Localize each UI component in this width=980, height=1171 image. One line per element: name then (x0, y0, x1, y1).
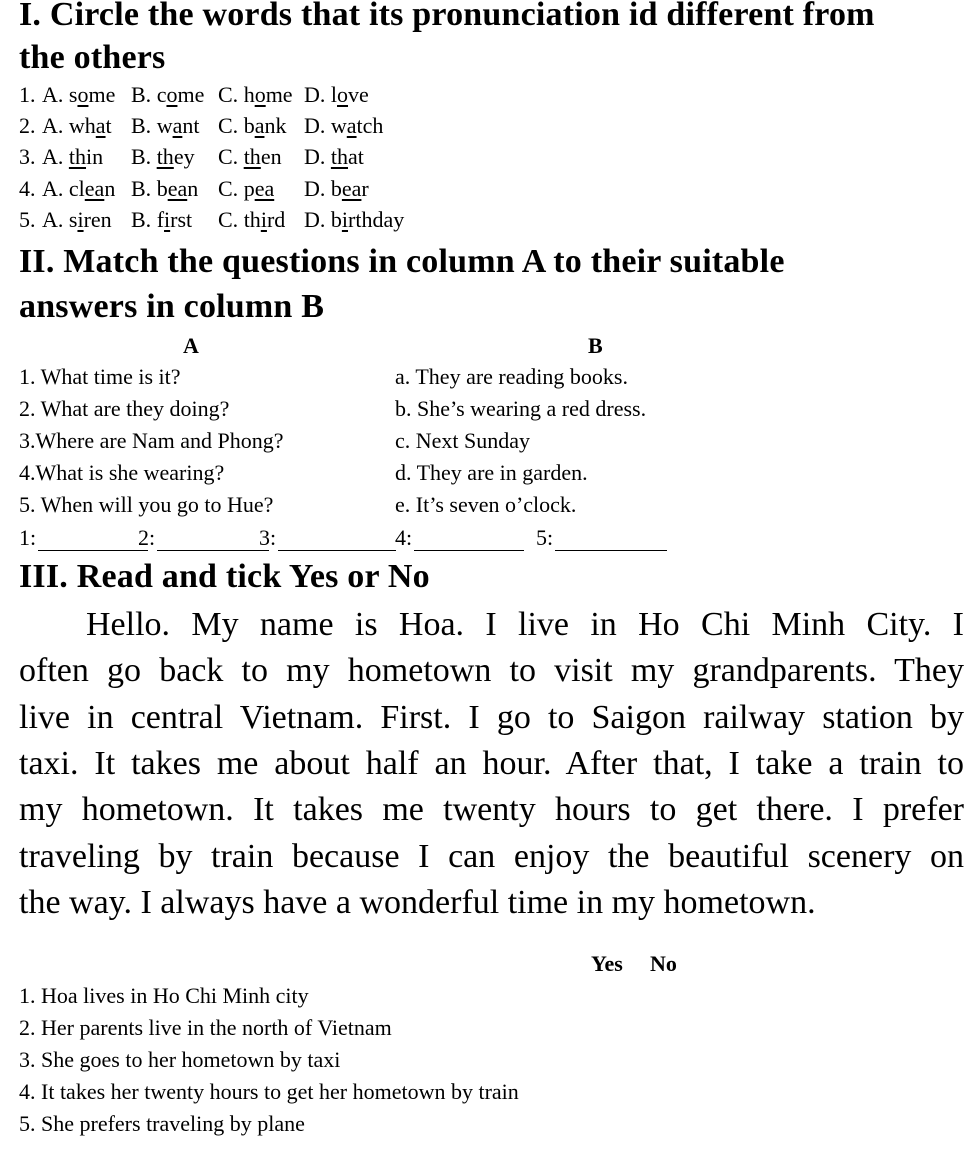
answer-b: c. Next Sunday (395, 428, 531, 453)
no-tick-area[interactable] (652, 1113, 676, 1137)
underlined-sound: a (254, 113, 265, 138)
answer-option[interactable] (304, 82, 369, 108)
option-letter: B. (131, 176, 152, 201)
blank-label: 4: (395, 525, 413, 550)
option-letter: D. (304, 82, 326, 107)
option-letter: A. (42, 144, 64, 169)
yes-tick-area[interactable] (598, 985, 622, 1009)
question-a: 1. What time is it? (19, 364, 181, 389)
section1-title-line1: I. Circle the words that its pronunciation id different from (19, 0, 875, 33)
option-letter: D. (304, 144, 326, 169)
option-letter: C. (218, 176, 239, 201)
yes-tick-area[interactable] (598, 1049, 622, 1073)
underlined-sound: i (164, 207, 171, 232)
blank-label: 1: (19, 525, 37, 550)
answer-option[interactable] (131, 207, 192, 233)
yes-tick-area[interactable] (598, 1081, 622, 1105)
answer-blank-group (395, 525, 524, 551)
answer-option[interactable] (304, 144, 364, 170)
answer-option[interactable] (42, 144, 103, 170)
answer-option[interactable] (304, 176, 369, 202)
option-letter: A. (42, 113, 64, 138)
word-part: l (330, 82, 338, 107)
underlined-sound: i (260, 207, 267, 232)
answer-option[interactable] (42, 207, 112, 233)
column-b-header: B (588, 333, 603, 358)
word-part: en (260, 144, 282, 169)
word-part: ey (173, 144, 195, 169)
answer-blank-line[interactable] (414, 529, 524, 551)
yes-tick-area[interactable] (598, 1017, 622, 1041)
statement: 1. Hoa lives in Ho Chi Minh city (19, 983, 309, 1008)
underlined-sound: i (341, 207, 349, 232)
underlined-sound: a (95, 113, 106, 138)
question-number: 3. (19, 144, 36, 169)
option-letter: D. (304, 176, 326, 201)
section1-title-line2: the others (19, 39, 166, 76)
word-part: tch (356, 113, 384, 138)
word-part: at (348, 144, 364, 169)
answer-option[interactable] (42, 82, 115, 108)
column-a-header: A (183, 333, 199, 358)
answer-option[interactable] (304, 113, 383, 139)
option-letter: B. (131, 82, 152, 107)
answer-blank-line[interactable] (278, 529, 396, 551)
statement: 2. Her parents live in the north of Vietnam (19, 1015, 392, 1040)
question-number: 2. (19, 113, 36, 138)
underlined-sound: th (330, 144, 349, 169)
option-letter: C. (218, 144, 239, 169)
statement: 4. It takes her twenty hours to get her hometown by train (19, 1079, 519, 1104)
answer-blank-line[interactable] (38, 529, 148, 551)
underlined-sound: i (77, 207, 84, 232)
question-number: 4. (19, 176, 36, 201)
answer-blank-line[interactable] (555, 529, 667, 551)
answer-blank-group (138, 525, 269, 551)
answer-blank-group (19, 525, 148, 551)
answer-option[interactable] (218, 176, 274, 202)
underlined-sound: th (156, 144, 174, 169)
option-letter: C. (218, 113, 239, 138)
option-letter: B. (131, 144, 152, 169)
underlined-sound: o (337, 82, 349, 107)
word-part: cl (68, 176, 85, 201)
answer-option[interactable] (304, 207, 404, 233)
word-part: rst (170, 207, 193, 232)
option-letter: A. (42, 176, 64, 201)
question-a: 4.What is she wearing? (19, 460, 225, 485)
underlined-sound: ea (84, 176, 105, 201)
answer-blank-group (259, 525, 396, 551)
word-part: b (330, 207, 342, 232)
passage-line: traveling by train because I can enjoy the beautiful scenery on (19, 837, 964, 875)
blank-label: 3: (259, 525, 277, 550)
underlined-sound: th (68, 144, 87, 169)
option-letter: C. (218, 82, 239, 107)
word-part: b (243, 113, 255, 138)
passage-line: Hello. My name is Hoa. I live in Ho Chi Minh City. I (86, 606, 964, 643)
word-part: s (68, 82, 78, 107)
word-part: me (88, 82, 116, 107)
question-number: 5. (19, 207, 36, 232)
underlined-sound: ea (167, 176, 188, 201)
word-part: c (156, 82, 167, 107)
answer-option[interactable] (218, 144, 282, 170)
answer-option[interactable] (42, 113, 112, 139)
yes-tick-area[interactable] (598, 1113, 622, 1137)
option-letter: A. (42, 82, 64, 107)
underlined-sound: a (172, 113, 183, 138)
word-part: b (156, 176, 168, 201)
question-number: 1. (19, 82, 36, 107)
word-part: ren (83, 207, 112, 232)
word-part: nt (182, 113, 200, 138)
word-part: b (330, 176, 342, 201)
answer-option[interactable] (42, 176, 115, 202)
word-part: in (86, 144, 104, 169)
word-part: me (177, 82, 205, 107)
answer-b: b. She’s wearing a red dress. (395, 396, 647, 421)
word-part: wh (68, 113, 96, 138)
statement: 3. She goes to her hometown by taxi (19, 1047, 341, 1072)
word-part: n (104, 176, 116, 201)
yes-column-header: Yes (591, 951, 623, 976)
passage-line: taxi. It takes me about half an hour. After that, I take a train to (19, 744, 964, 782)
answer-option[interactable] (131, 176, 198, 202)
answer-option[interactable] (131, 82, 204, 108)
passage-line: often go back to my hometown to visit my grandparents. They (19, 652, 964, 690)
no-tick-area[interactable] (652, 1017, 676, 1041)
section2-title-line2: answers in column B (19, 288, 325, 325)
underlined-sound: a (346, 113, 357, 138)
answer-b: d. They are in garden. (395, 460, 588, 485)
word-part: n (187, 176, 199, 201)
word-part: t (105, 113, 112, 138)
section2-title-line1: II. Match the questions in column A to their suitable (19, 243, 785, 280)
no-tick-area[interactable] (652, 1081, 676, 1105)
no-tick-area[interactable] (652, 985, 676, 1009)
answer-option[interactable] (131, 144, 195, 170)
word-part: w (330, 113, 347, 138)
option-letter: C. (218, 207, 239, 232)
option-letter: D. (304, 113, 326, 138)
answer-b: e. It’s seven o’clock. (395, 492, 577, 517)
underlined-sound: th (243, 144, 261, 169)
word-part: p (243, 176, 255, 201)
passage-line: live in central Vietnam. First. I go to Saigon railway station by (19, 698, 964, 736)
answer-blank-group (536, 525, 667, 551)
option-letter: D. (304, 207, 326, 232)
no-column-header: No (650, 951, 677, 976)
statement: 5. She prefers traveling by plane (19, 1111, 305, 1136)
word-part: nk (264, 113, 287, 138)
word-part: f (156, 207, 165, 232)
answer-option[interactable] (218, 82, 293, 108)
question-a: 3.Where are Nam and Phong? (19, 428, 284, 453)
blank-label: 5: (536, 525, 554, 550)
question-a: 5. When will you go to Hue? (19, 492, 274, 517)
underlined-sound: ea (254, 176, 275, 201)
answer-b: a. They are reading books. (395, 364, 628, 389)
underlined-sound: ea (341, 176, 362, 201)
no-tick-area[interactable] (652, 1049, 676, 1073)
answer-option[interactable] (131, 113, 199, 139)
passage-line: my hometown. It takes me twenty hours to get there. I prefer (19, 791, 964, 829)
word-part: r (361, 176, 369, 201)
question-a: 2. What are they doing? (19, 396, 230, 421)
answer-blank-line[interactable] (157, 529, 269, 551)
underlined-sound: o (77, 82, 89, 107)
option-letter: A. (42, 207, 64, 232)
word-part: rthday (348, 207, 405, 232)
blank-label: 2: (138, 525, 156, 550)
word-part: rd (266, 207, 286, 232)
option-letter: B. (131, 207, 152, 232)
word-part: th (243, 207, 261, 232)
option-letter: B. (131, 113, 152, 138)
section3-title: III. Read and tick Yes or No (19, 558, 430, 595)
word-part: s (68, 207, 78, 232)
word-part: w (156, 113, 173, 138)
word-part: h (243, 82, 255, 107)
word-part: me (265, 82, 293, 107)
answer-option[interactable] (218, 207, 285, 233)
underlined-sound: o (254, 82, 266, 107)
passage-line: the way. I always have a wonderful time in my hometown. (19, 883, 816, 921)
word-part: ve (348, 82, 369, 107)
answer-option[interactable] (218, 113, 286, 139)
underlined-sound: o (166, 82, 178, 107)
